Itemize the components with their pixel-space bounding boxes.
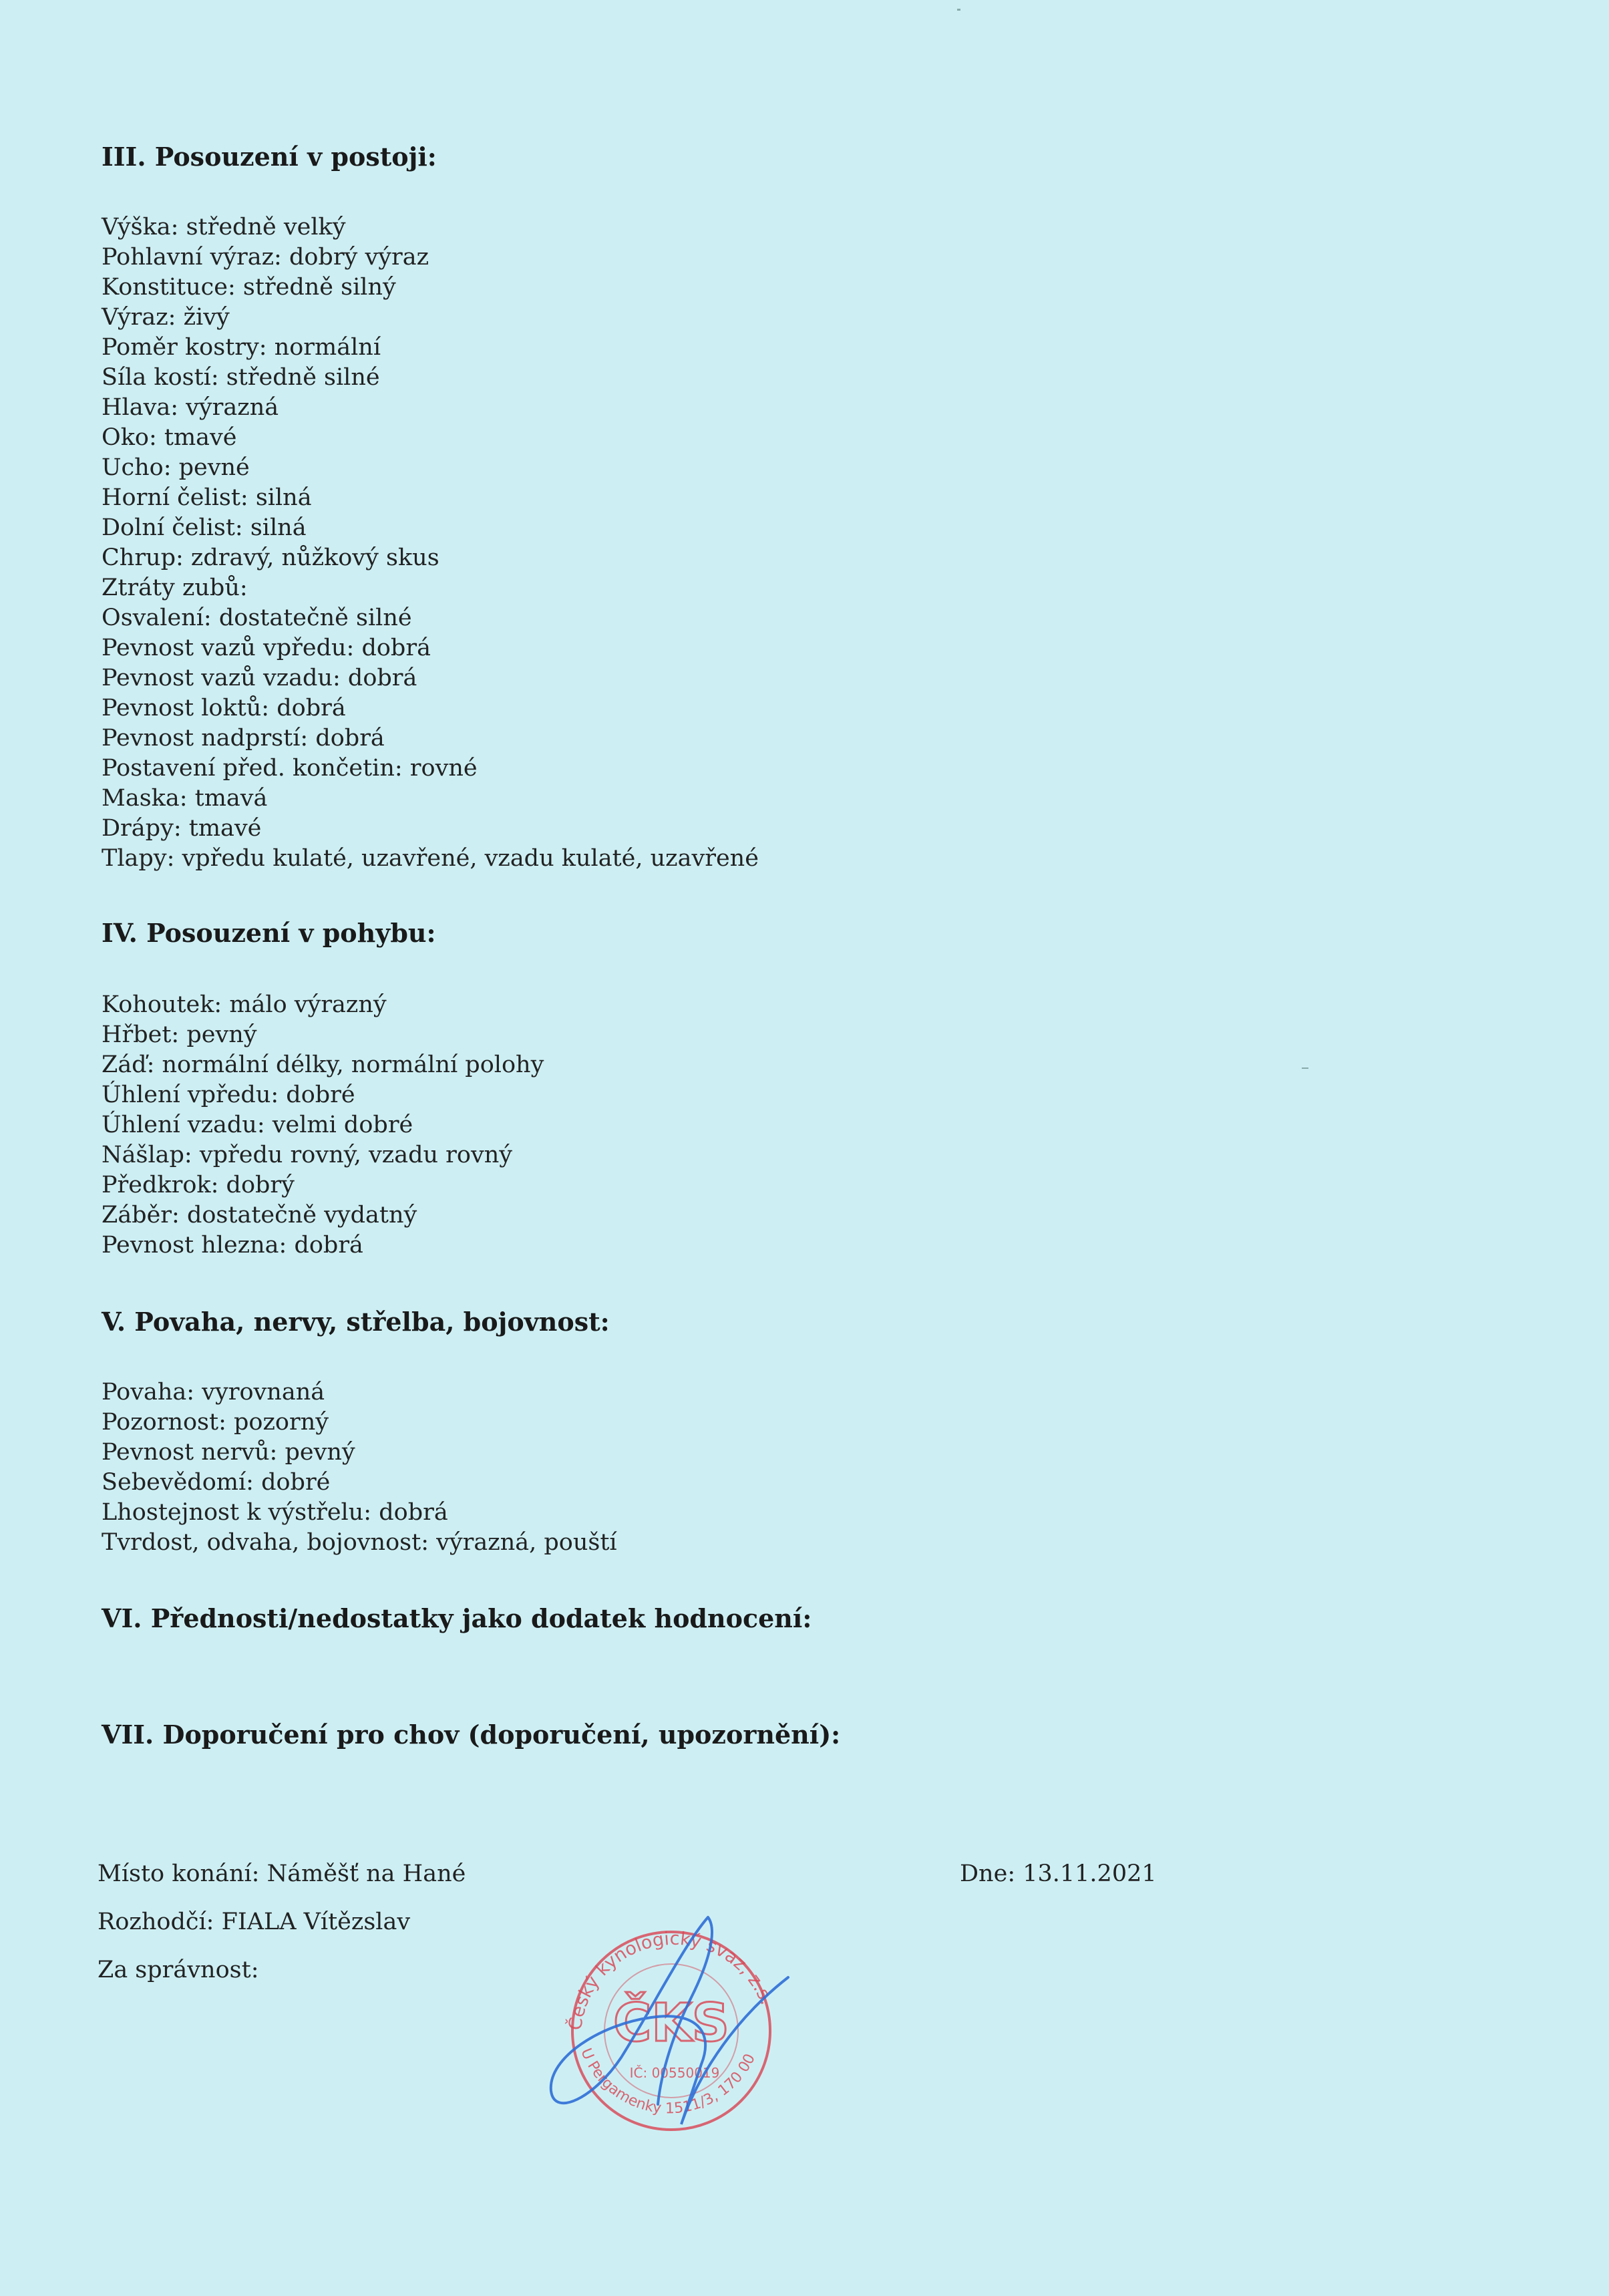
- list-item: Oko: tmavé: [102, 424, 237, 451]
- stamp-text-top: Český kynologický svaz, z.s.: [564, 1928, 777, 2032]
- list-item: Výška: středně velký: [102, 214, 346, 240]
- list-item: Dolní čelist: silná: [102, 514, 307, 541]
- list-item: Sebevědomí: dobré: [102, 1469, 331, 1496]
- official-stamp: [541, 1904, 795, 2144]
- list-item: Pevnost nervů: pevný: [102, 1439, 355, 1466]
- scan-speck: [1302, 1068, 1308, 1069]
- stamp-text-bottom: U Pergamenky 1511/3, 170 00: [577, 2045, 759, 2118]
- event-place: Místo konání: Náměšť na Hané: [98, 1860, 466, 1887]
- list-item: Pevnost nadprstí: dobrá: [102, 725, 385, 752]
- judge-name: Rozhodčí: FIALA Vítězslav: [98, 1909, 411, 1935]
- section-4-heading: IV. Posouzení v pohybu:: [102, 918, 436, 948]
- section-7-heading: VII. Doporučení pro chov (doporučení, upozornění):: [102, 1719, 841, 1750]
- list-item: Pohlavní výraz: dobrý výraz: [102, 244, 429, 271]
- list-item: Horní čelist: silná: [102, 484, 312, 511]
- stamp-graphic: [541, 1904, 795, 2144]
- list-item: Drápy: tmavé: [102, 815, 262, 842]
- list-item: Maska: tmavá: [102, 785, 268, 812]
- section-3-heading: III. Posouzení v postoji:: [102, 142, 437, 172]
- list-item: Hlava: výrazná: [102, 394, 279, 421]
- list-item: Úhlení vpředu: dobré: [102, 1082, 355, 1108]
- stamp-ico: IČ: 00550019: [629, 2065, 720, 2081]
- list-item: Chrup: zdravý, nůžkový skus: [102, 544, 439, 571]
- list-item: Ztráty zubů:: [102, 575, 248, 601]
- list-item: Ucho: pevné: [102, 454, 250, 481]
- list-item: Záď: normální délky, normální polohy: [102, 1051, 544, 1078]
- section-4-list: [102, 990, 544, 1261]
- list-item: Kohoutek: málo výrazný: [102, 991, 387, 1018]
- list-item: Konstituce: středně silný: [102, 274, 396, 301]
- list-item: Osvalení: dostatečně silné: [102, 605, 412, 631]
- scan-speck: [957, 9, 960, 11]
- list-item: Tlapy: vpředu kulaté, uzavřené, vzadu kulaté, uzavřené: [102, 845, 759, 872]
- list-item: Síla kostí: středně silné: [102, 364, 380, 391]
- list-item: Předkrok: dobrý: [102, 1172, 295, 1198]
- list-item: Hřbet: pevný: [102, 1021, 257, 1048]
- section-3-list: [102, 212, 759, 874]
- list-item: Povaha: vyrovnaná: [102, 1379, 325, 1406]
- stamp-logo: ČKS: [613, 1993, 729, 2054]
- list-item: Pevnost vazů vpředu: dobrá: [102, 635, 431, 661]
- section-5-heading: V. Povaha, nervy, střelba, bojovnost:: [102, 1307, 610, 1337]
- list-item: Záběr: dostatečně vydatný: [102, 1202, 417, 1228]
- list-item: Lhostejnost k výstřelu: dobrá: [102, 1499, 448, 1526]
- section-6-heading: VI. Přednosti/nedostatky jako dodatek hodnocení:: [102, 1603, 812, 1633]
- list-item: Tvrdost, odvaha, bojovnost: výrazná, pouští: [102, 1529, 617, 1556]
- list-item: Pevnost hlezna: dobrá: [102, 1232, 363, 1259]
- list-item: Nášlap: vpředu rovný, vzadu rovný: [102, 1142, 513, 1168]
- list-item: Úhlení vzadu: velmi dobré: [102, 1112, 413, 1138]
- list-item: Pozornost: pozorný: [102, 1409, 329, 1436]
- section-5-list: [102, 1377, 617, 1558]
- list-item: Postavení před. končetin: rovné: [102, 755, 478, 782]
- list-item: Poměr kostry: normální: [102, 334, 381, 361]
- event-date: Dne: 13.11.2021: [960, 1860, 1157, 1887]
- list-item: Výraz: živý: [102, 304, 230, 331]
- list-item: Pevnost loktů: dobrá: [102, 695, 346, 721]
- list-item: Pevnost vazů vzadu: dobrá: [102, 665, 417, 691]
- verified-label: Za správnost:: [98, 1957, 259, 1983]
